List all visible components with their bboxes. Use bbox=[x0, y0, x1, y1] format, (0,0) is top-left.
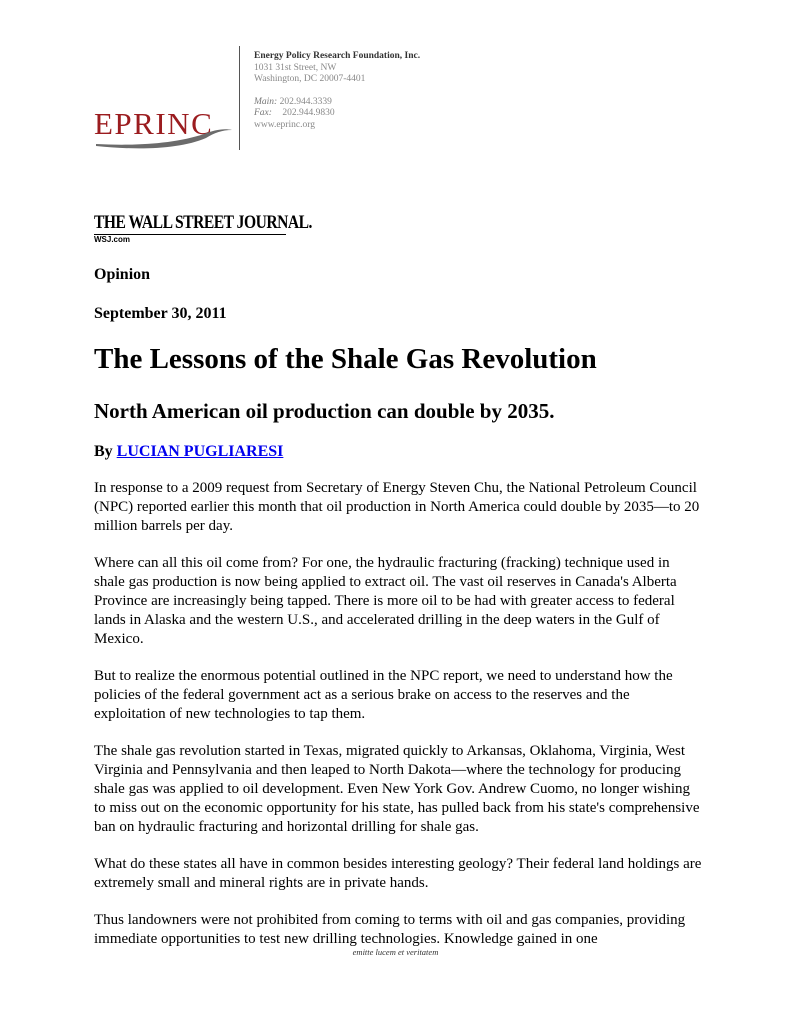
letterhead-address bbox=[254, 51, 420, 131]
paragraph: In response to a 2009 request from Secretary of Energy Steven Chu, the National Petroleum Council (NPC) reported earlier this month that oil production in North America could double by 2035—to 20 million barrels per day. bbox=[94, 480, 700, 534]
logo-wordmark: EPRINC bbox=[94, 106, 214, 141]
article-headline: The Lessons of the Shale Gas Revolution bbox=[94, 343, 597, 375]
main-phone-label: Main: bbox=[254, 96, 278, 107]
main-phone: 202.944.3339 bbox=[279, 96, 332, 107]
fax-line bbox=[254, 108, 420, 120]
paragraph: What do these states all have in common besides interesting geology? Their federal land holdings are extremely small and mineral rights are in private hands. bbox=[94, 856, 702, 891]
paragraph: The shale gas revolution started in Texas, migrated quickly to Arkansas, Oklahoma, Virginia, West Virginia and Pennsylvania and then leaped to North Dakota—where the technology for producing shale gas was applied to oil development. Even New York Gov. Andrew Cuomo, no longer wishing to miss out on the economic opportunity for his state, has pulled back from his state's comprehensive ban on hydraulic fracturing and horizontal drilling for shale gas. bbox=[94, 743, 700, 835]
section-label: Opinion bbox=[94, 266, 151, 283]
fax-label: Fax: bbox=[254, 108, 272, 118]
byline bbox=[94, 443, 283, 461]
org-name: Energy Policy Research Foundation, Inc. bbox=[254, 51, 421, 61]
street-address: 1031 31st Street, NW bbox=[254, 62, 337, 73]
wsj-masthead bbox=[94, 213, 360, 244]
city-address: Washington, DC 20007-4401 bbox=[254, 74, 366, 84]
article-body bbox=[94, 479, 704, 967]
letterhead-divider bbox=[239, 46, 240, 150]
paragraph: Where can all this oil come from? For one, the hydraulic fracturing (fracking) technique used in shale gas production is now being applied to extract oil. The vast oil reserves in Canada's Alberta Province are increasingly being tapped. There is more oil to be had with greater access to federal lands in Alaska and the western U.S., and accelerated drilling in the deep waters in the Gulf of Mexico. bbox=[94, 555, 677, 647]
article-subheadline: North American oil production can double by 2035. bbox=[94, 399, 555, 423]
author-link[interactable]: LUCIAN PUGLIARESI bbox=[116, 443, 284, 460]
website: www.eprinc.org bbox=[254, 119, 315, 130]
footer-motto: emitte lucem et veritatem bbox=[352, 947, 439, 957]
fax-phone: 202.944.9830 bbox=[282, 108, 335, 118]
article-date: September 30, 2011 bbox=[94, 305, 227, 322]
eprinc-logo bbox=[94, 98, 234, 154]
swoosh-icon bbox=[94, 124, 234, 150]
by-label: By bbox=[94, 443, 113, 460]
publication-title: THE WALL STREET JOURNAL. bbox=[94, 212, 312, 233]
paragraph: But to realize the enormous potential outlined in the NPC report, we need to understand how the policies of the federal government act as a serious brake on access to the reserves and the exploitation of new technologies to tap them. bbox=[94, 668, 673, 722]
paragraph: Thus landowners were not prohibited from coming to terms with oil and gas companies, providing immediate opportunities to test new drilling technologies. Knowledge gained in one bbox=[94, 912, 686, 947]
publication-site: WSJ.com bbox=[94, 235, 131, 244]
main-phone-line bbox=[254, 97, 420, 109]
